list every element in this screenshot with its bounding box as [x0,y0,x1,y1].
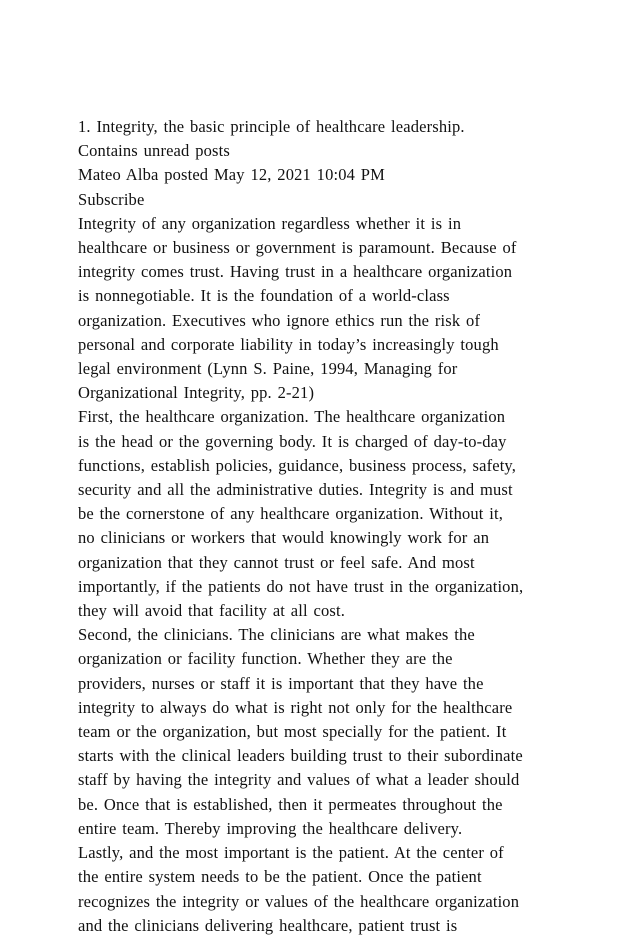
body-line: integrity to always do what is right not only for the healthcare [78,697,513,717]
body-line: healthcare or business or government is paramount. Because of [78,238,517,258]
body-line: organization or facility function. Whether they are the [78,649,453,669]
body-line: the entire system needs to be the patient. Once the patient [78,867,482,887]
body-line: organization. Executives who ignore ethics run the risk of [78,310,481,330]
body-line: entire team. Thereby improving the healthcare delivery. [78,818,463,838]
body-line: team or the organization, but most specially for the patient. It [78,722,507,742]
body-line: recognizes the integrity or values of the healthcare organization [78,891,520,911]
body-line: legal environment (Lynn S. Paine, 1994, Managing for [78,359,458,379]
body-line: First, the healthcare organization. The healthcare organization [78,407,506,427]
body-line: personal and corporate liability in today’s increasingly tough [78,334,499,354]
body-line: importantly, if the patients do not have trust in the organization, [78,576,524,596]
body-line: starts with the clinical leaders building trust to their subordinate [78,746,523,766]
body-line: integrity comes trust. Having trust in a healthcare organization [78,262,513,282]
body-line: be. Once that is established, then it permeates throughout the [78,794,503,814]
body-line: providers, nurses or staff it is important that they have the [78,673,484,693]
document-body [78,115,618,938]
body-line: Second, the clinicians. The clinicians are what makes the [78,625,475,645]
body-line: Lastly, and the most important is the patient. At the center of [78,843,504,863]
body-line: be the cornerstone of any healthcare organization. Without it, [78,504,504,524]
body-line: is nonnegotiable. It is the foundation of a world-class [78,286,450,306]
body-line: and the clinicians delivering healthcare, patient trust is [78,915,458,935]
body-line: Integrity of any organization regardless whether it is in [78,213,462,233]
body-line: security and all the administrative duties. Integrity is and must [78,480,513,500]
body-line: organization that they cannot trust or feel safe. And most [78,552,475,572]
discussion-title: 1. Integrity, the basic principle of healthcare leadership. [78,117,465,136]
body-line: no clinicians or workers that would knowingly work for an [78,528,490,548]
body-line: staff by having the integrity and values of what a leader should [78,770,520,790]
post-byline: Mateo Alba posted May 12, 2021 10:04 PM [78,165,385,185]
body-line: they will avoid that facility at all cost. [78,601,345,621]
subscribe-label: Subscribe [78,189,145,209]
body-line: functions, establish policies, guidance, business process, safety, [78,455,517,475]
body-line: is the head or the governing body. It is charged of day-to-day [78,431,507,451]
unread-posts-note: Contains unread posts [78,141,230,161]
body-line: Organizational Integrity, pp. 2-21) [78,383,315,403]
